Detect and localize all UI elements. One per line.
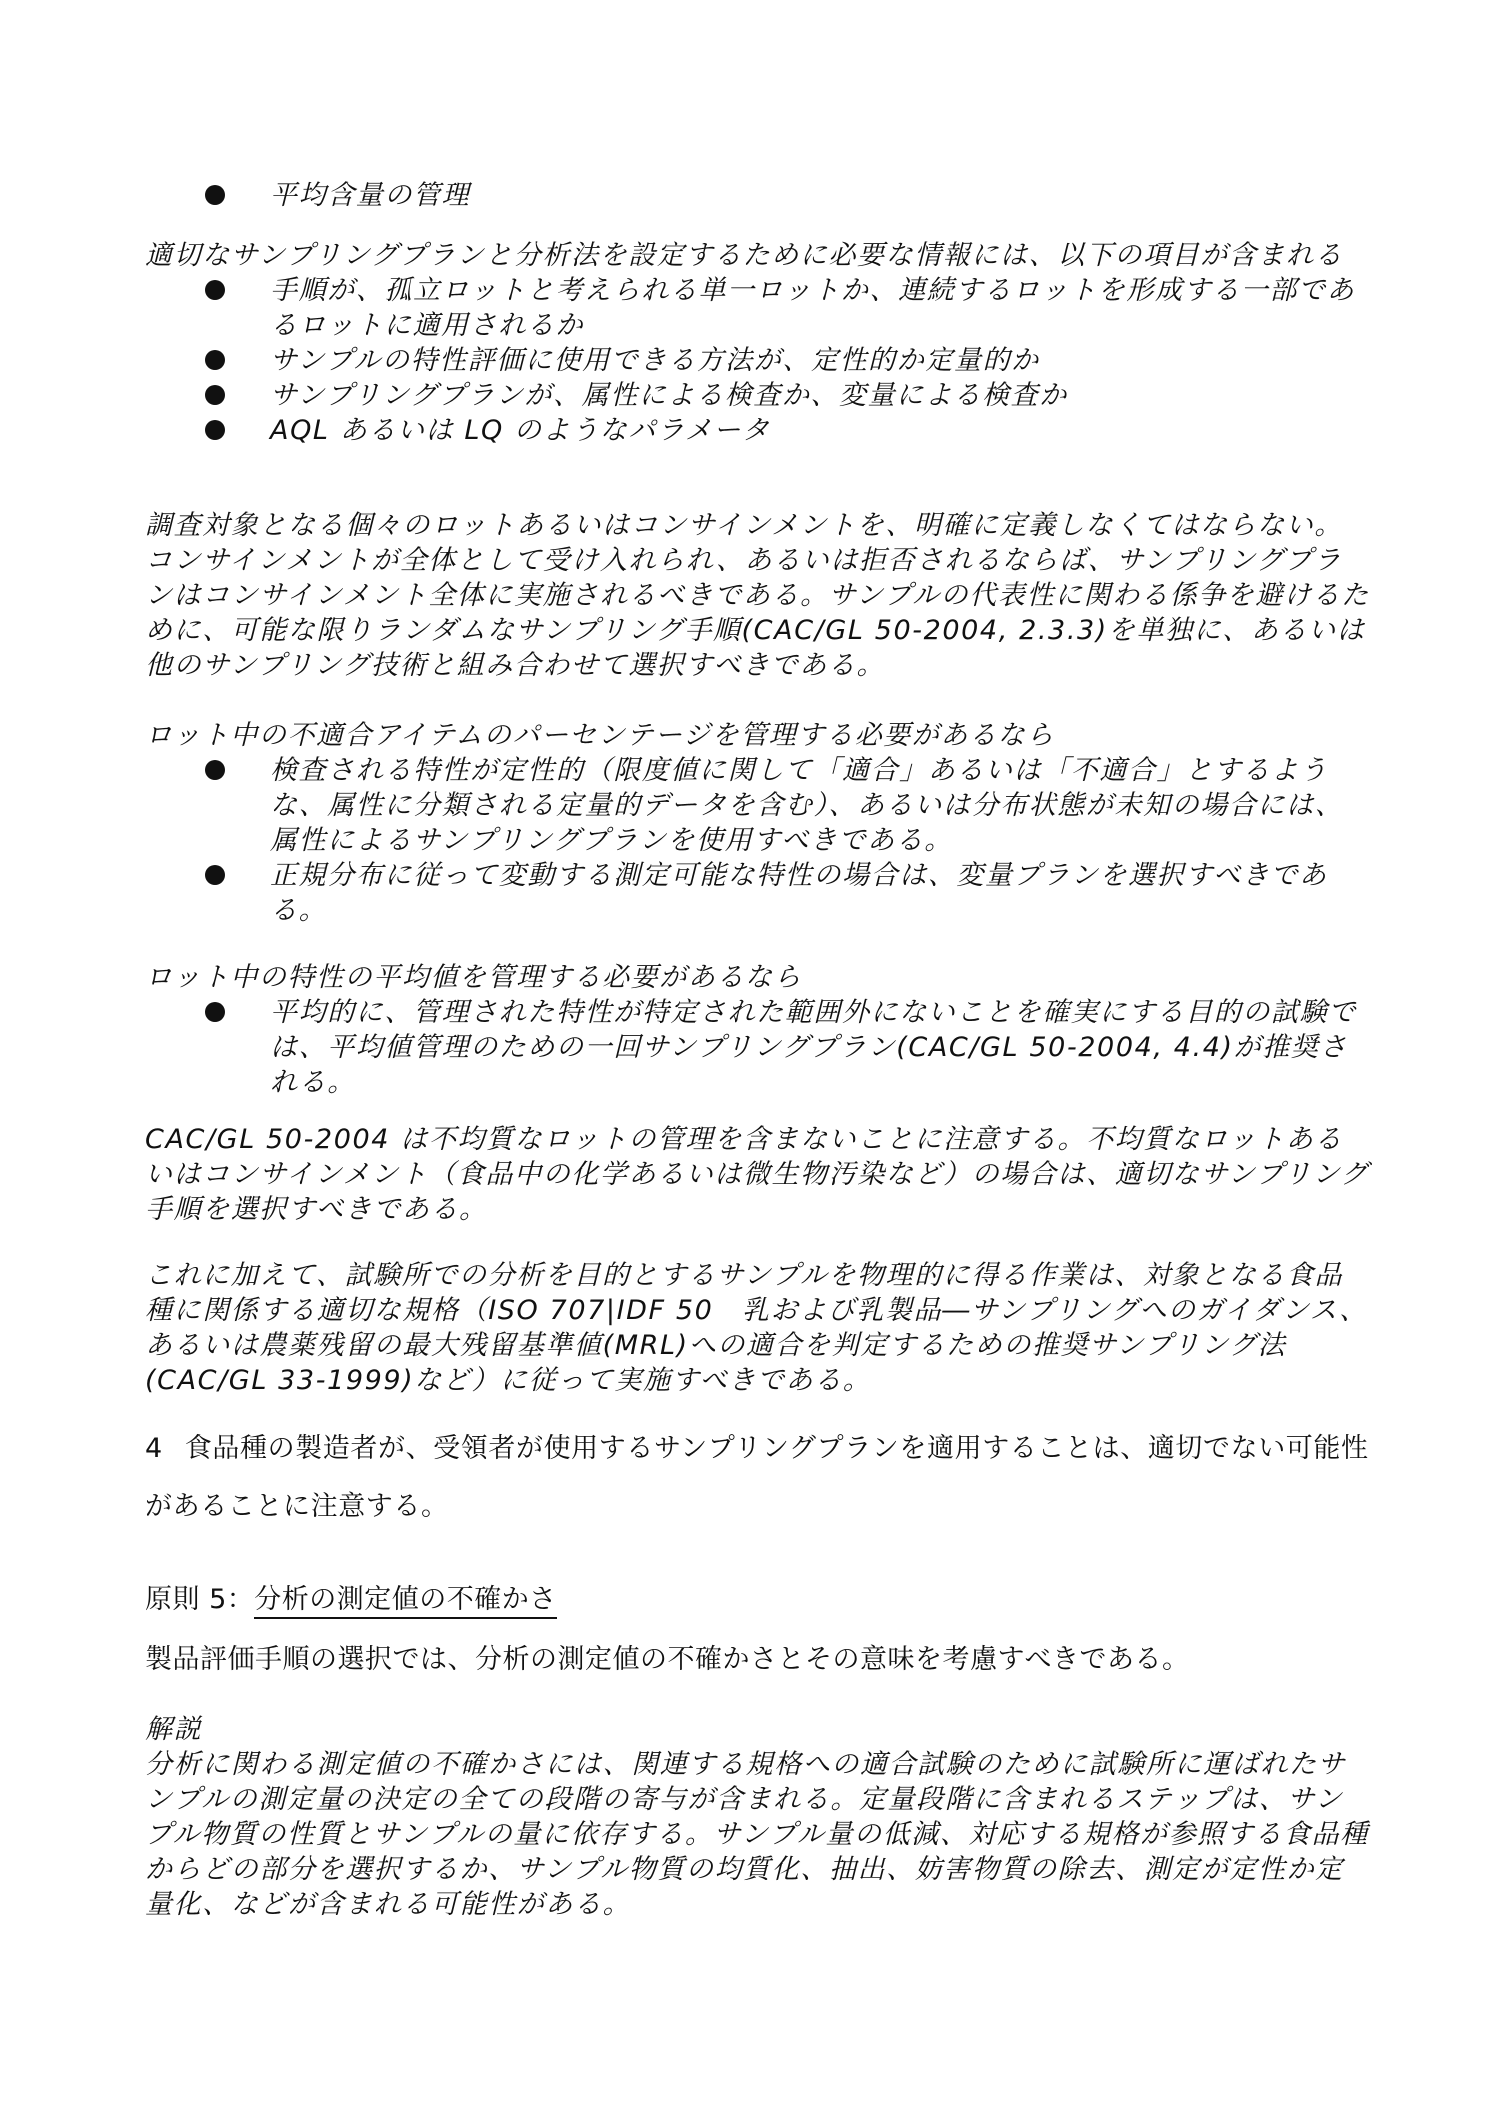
paragraph: ロット中の不適合アイテムのパーセンテージを管理する必要があるなら	[145, 720, 1055, 751]
principle-5-heading	[145, 1580, 1370, 1620]
list-item: サンプルの特性評価に使用できる方法が、定性的か定量的か	[145, 343, 1370, 378]
bullet-icon	[205, 350, 225, 370]
mean-section	[145, 960, 1370, 1100]
note-number: 4	[145, 1433, 163, 1464]
bullet-icon	[205, 865, 225, 885]
bullet-icon	[205, 385, 225, 405]
principle-5-statement: 製品評価手順の選択では、分析の測定値の不確かさとその意味を考慮すべきである。	[145, 1644, 1190, 1675]
nonconformity-section	[145, 718, 1370, 928]
paragraph: 調査対象となる個々のロットあるいはコンサインメントを、明確に定義しなくてはならない。コンサインメントが全体として受け入れられ、あるいは拒否されるならば、サンプリングプランはコンサインメント全体に実施されるべきである。サンプルの代表性に関わる係争を避けるために、可能な限りランダムなサンプリング手順(CAC/GL 50-2004, 2.3.3)を単独に、あるいは他のサンプリング技術と組み合わせて選択すべきである。	[145, 510, 1370, 681]
list-item: サンプリングプランが、属性による検査か、変量による検査か	[145, 378, 1370, 413]
paragraph: ロット中の特性の平均値を管理する必要があるなら	[145, 962, 803, 993]
heterogeneous-section	[145, 1122, 1370, 1227]
bullet-list-top	[145, 178, 1370, 213]
info-section	[145, 238, 1370, 448]
bullet-list	[145, 753, 1370, 928]
bullet-icon	[205, 185, 225, 205]
bullet-icon	[205, 760, 225, 780]
iso-section	[145, 1258, 1370, 1398]
note-4	[145, 1420, 1370, 1536]
list-item: 正規分布に従って変動する測定可能な特性の場合は、変量プランを選択すべきである。	[145, 858, 1370, 928]
bullet-list	[145, 995, 1370, 1100]
paragraph: CAC/GL 50-2004 は不均質なロットの管理を含まないことに注意する。不均質なロットあるいはコンサインメント（食品中の化学あるいは微生物汚染など）の場合は、適切なサンプリング手順を選択すべきである。	[145, 1124, 1370, 1225]
principle-prefix: 原則 5：	[145, 1584, 255, 1615]
bullet-icon	[205, 280, 225, 300]
list-item: 平均含量の管理	[145, 178, 1370, 213]
paragraph: これに加えて、試験所での分析を目的とするサンプルを物理的に得る作業は、対象となる食品種に関係する適切な規格（ISO 707|IDF 50 乳および乳製品―サンプリングへのガイダンス、あるいは農薬残留の最大残留基準値(MRL)への適合を判定するための推奨サンプリング法(CAC/GL 33-1999)など）に従って実施すべきである。	[145, 1260, 1368, 1396]
list-item: 手順が、孤立ロットと考えられる単一ロットか、連続するロットを形成する一部であるロットに適用されるか	[145, 273, 1370, 343]
bullet-icon	[205, 420, 225, 440]
note-text: 食品種の製造者が、受領者が使用するサンプリングプランを適用することは、適切でない可能性があることに注意する。	[145, 1433, 1369, 1522]
list-item: AQL あるいは LQ のようなパラメータ	[145, 413, 1370, 448]
list-item: 平均的に、管理された特性が特定された範囲外にないことを確実にする目的の試験では、平均値管理のための一回サンプリングプラン(CAC/GL 50-2004, 4.4)が推奨される。	[145, 995, 1370, 1100]
bullet-icon	[205, 1002, 225, 1022]
paragraph: 適切なサンプリングプランと分析法を設定するために必要な情報には、以下の項目が含まれる	[145, 240, 1344, 271]
commentary-text: 分析に関わる測定値の不確かさには、関連する規格への適合試験のために試験所に運ばれたサンプルの測定量の決定の全ての段階の寄与が含まれる。定量段階に含まれるステップは、サンプル物質の性質とサンプルの量に依存する。サンプル量の低減、対応する規格が参照する食品種からどの部分を選択するか、サンプル物質の均質化、抽出、妨害物質の除去、測定が定性か定量化、などが含まれる可能性がある。	[145, 1749, 1369, 1920]
lot-paragraph-section	[145, 508, 1370, 683]
commentary-section	[145, 1712, 1370, 1922]
commentary-heading: 解説	[145, 1714, 203, 1745]
bullet-list	[145, 273, 1370, 448]
list-item: 検査される特性が定性的（限度値に関して「適合」あるいは「不適合」とするような、属性に分類される定量的データを含む）、あるいは分布状態が未知の場合には、属性によるサンプリングプランを使用すべきである。	[145, 753, 1370, 858]
principle-title: 分析の測定値の不確かさ	[254, 1584, 557, 1619]
